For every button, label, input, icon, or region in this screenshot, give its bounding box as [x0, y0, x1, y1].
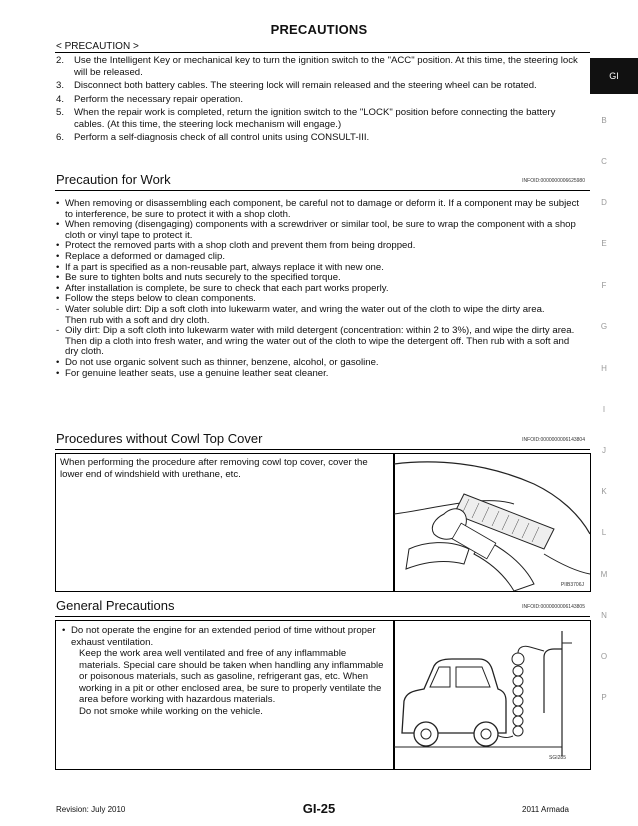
step-number: 4.: [56, 93, 65, 105]
section-rule: [55, 190, 590, 191]
precaution-item-text: For genuine leather seats, use a genuine leather seat cleaner.: [65, 367, 329, 379]
side-index-m[interactable]: M: [600, 570, 608, 579]
cowl-top-text-box: [55, 453, 395, 592]
header-rule: [55, 52, 590, 53]
cowl-top-id: INFOID:0000000006143804: [522, 437, 585, 443]
step-number: 5.: [56, 107, 65, 118]
general-precautions-id: INFOID:0000000006143805: [522, 604, 585, 610]
bullet-mark: •: [56, 367, 60, 379]
bullet-mark: •: [56, 219, 60, 231]
precaution-item-text: If a part is specified as a non-reusable part, always replace it with new one.: [65, 261, 384, 273]
section-rule: [55, 449, 590, 450]
side-index-p[interactable]: P: [601, 693, 607, 702]
precaution-item-text: Then dip a cloth into fresh water, and wring the water out of the cloth to wipe the detergent off. Then rub with a soft and dry cloth.: [65, 335, 570, 358]
general-bullet: [62, 625, 388, 717]
bullet-mark: •: [56, 272, 60, 284]
side-index-c[interactable]: C: [601, 157, 607, 166]
bullet-mark: •: [56, 356, 60, 368]
step-text: Use the Intelligent Key or mechanical key to turn the ignition switch to the "ACC" position. At this time, the steering lock will be released.: [74, 55, 578, 78]
side-index-d[interactable]: D: [601, 198, 607, 207]
precaution-for-work-id: INFOID:0000000006625980: [522, 178, 585, 184]
side-index-j[interactable]: J: [602, 446, 606, 455]
procedure-step: [56, 80, 584, 92]
precaution-for-work-title: Precaution for Work: [56, 172, 171, 187]
general-text-3: Do not smoke while working on the vehicle.: [79, 705, 263, 717]
procedure-steps: [56, 55, 584, 146]
step-number: 6.: [56, 132, 65, 143]
step-text: Disconnect both battery cables. The steering lock will remain released and the steering wheel can be rotated.: [74, 80, 537, 91]
step-number: 3.: [56, 80, 65, 91]
bullet-mark: •: [56, 250, 60, 262]
procedure-step: [56, 107, 584, 130]
procedure-step: [56, 94, 584, 106]
step-text: Perform the necessary repair operation.: [74, 93, 244, 105]
general-text-2: Keep the work area well ventilated and free of any inflammable materials. Special care should be taken when handling any inflammable or poisonous materials, such as gasoline, refrigerant gas, etc. When working in a pit or other enclosed area, be sure to properly ventilate the area before working with hazardous materials.: [79, 648, 384, 705]
cowl-top-text: When performing the procedure after removing cowl top cover, cover the lower end of windshield with urethane, etc.: [60, 457, 368, 480]
side-index-f[interactable]: F: [601, 281, 607, 290]
side-index-l[interactable]: L: [601, 528, 607, 537]
step-number: 2.: [56, 55, 65, 66]
windshield-illustration: [394, 454, 590, 591]
cowl-top-figure-label: PIIB3706J: [560, 582, 584, 588]
procedure-step: [56, 132, 584, 144]
precaution-item-text: Replace a deformed or damaged clip.: [65, 250, 225, 262]
bullet-mark: •: [56, 261, 60, 273]
precaution-item: [56, 199, 584, 220]
car-exhaust-illustration: [394, 621, 590, 769]
precaution-item-text: Protect the removed parts with a shop cloth and prevent them from being dropped.: [65, 240, 416, 252]
general-figure-label: SGI285: [549, 755, 566, 761]
general-text-box: [55, 620, 395, 770]
page-title: PRECAUTIONS: [270, 22, 368, 37]
precaution-item-text: Oily dirt: Dip a soft cloth into lukewarm water with mild detergent (concentration: within 2 to 3%), and wipe the dirty area.: [65, 325, 575, 337]
bullet-mark: •: [56, 293, 60, 305]
side-index-i[interactable]: I: [602, 405, 606, 414]
precaution-item: [56, 337, 584, 358]
footer-model: 2011 Armada: [522, 805, 569, 814]
bullet-mark: •: [62, 625, 66, 636]
side-index-h[interactable]: H: [601, 364, 607, 373]
bullet-mark: -: [56, 325, 60, 337]
bullet-mark: •: [56, 198, 60, 209]
section-label: < PRECAUTION >: [56, 41, 139, 52]
bullet-mark: -: [56, 303, 60, 315]
general-figure: [393, 620, 591, 770]
procedure-step: [56, 55, 584, 78]
cowl-top-figure: [393, 453, 591, 592]
precaution-for-work-list: [56, 199, 584, 379]
bullet-mark: •: [56, 240, 60, 252]
general-precautions-title: General Precautions: [56, 598, 175, 613]
precaution-item-text: When removing (disengaging) components with a screwdriver or similar tool, be sure to wrap the component with a shop cloth or vinyl tape to protect it.: [65, 219, 576, 241]
side-index-e[interactable]: E: [601, 239, 607, 248]
side-index-g[interactable]: G: [600, 322, 608, 331]
footer-revision: Revision: July 2010: [56, 805, 126, 814]
footer-page-number: GI-25: [302, 801, 336, 816]
side-tab-gi[interactable]: GI: [590, 58, 638, 94]
precaution-item-text: After installation is complete, be sure to check that each part works properly.: [65, 282, 389, 294]
cowl-top-title: Procedures without Cowl Top Cover: [56, 431, 263, 446]
bullet-mark: •: [56, 282, 60, 294]
precaution-item-text: Do not use organic solvent such as thinner, benzene, alcohol, or gasoline.: [65, 356, 379, 368]
precaution-item-text: Then rub with a soft and dry cloth.: [65, 314, 210, 326]
precaution-item-text: Be sure to tighten bolts and nuts securely to the specified torque.: [65, 272, 341, 284]
side-index-o[interactable]: O: [600, 652, 608, 661]
step-text: Perform a self-diagnosis check of all control units using CONSULT-III.: [74, 132, 370, 143]
side-index-b[interactable]: B: [601, 116, 607, 125]
precaution-item-text: When removing or disassembling each component, be careful not to damage or deform it. If a component may be subject to interference, be sure to protect it with a shop cloth.: [65, 198, 580, 220]
general-text: Do not operate the engine for an extended period of time without proper exhaust ventilation.: [71, 625, 376, 648]
step-text: When the repair work is completed, return the ignition switch to the "LOCK" position before connecting the battery cables. (At this time, the steering lock mechanism will engage.): [74, 107, 556, 130]
side-index-n[interactable]: N: [601, 611, 607, 620]
side-index-k[interactable]: K: [601, 487, 607, 496]
precaution-item-text: Water soluble dirt: Dip a soft cloth into lukewarm water, and wring the water out of the cloth to wipe the dirty area.: [65, 303, 545, 315]
precaution-item-text: Follow the steps below to clean components.: [65, 293, 256, 305]
precaution-item: [56, 369, 584, 380]
section-rule: [55, 616, 590, 617]
precaution-item: [56, 220, 584, 241]
